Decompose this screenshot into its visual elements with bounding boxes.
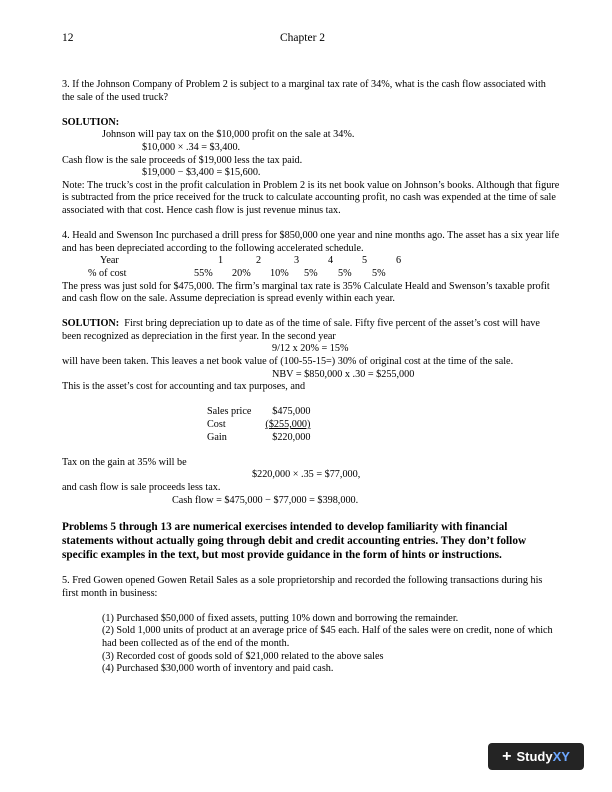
calculation-line: $19,000 − $3,400 = $15,600.	[142, 167, 261, 179]
schedule-year-row	[62, 255, 560, 268]
year-cell: 5	[362, 255, 368, 267]
solution-text: Tax on the gain at 35% will be	[62, 456, 187, 468]
solution-text: This is the asset’s cost for accounting and tax purposes, and	[62, 381, 306, 393]
pct-cell: 20%	[232, 267, 251, 279]
page-body	[62, 79, 560, 676]
pct-cell: 5%	[338, 267, 352, 279]
row-label: Cost	[207, 419, 226, 431]
solution-text: and cash flow is sale proceeds less tax.	[62, 482, 221, 493]
problem-4-text-2: The press was just sold for $475,000. The firm’s marginal tax rate is 35% Calculate Heald and Swenson’s taxable profit and cash flow on the sale. Assume depreciation is spread evenly within each year.	[62, 280, 550, 305]
row-label: Gain	[207, 431, 227, 443]
year-cell: 4	[328, 255, 334, 267]
plus-icon: +	[502, 747, 512, 765]
list-item: (2) Sold 1,000 units of product at an average price of $45 each. Half of the sales were on credit, none of which had been collected as of the end of the month.	[102, 625, 553, 649]
list-item: (1) Purchased $50,000 of fixed assets, putting 10% down and borrowing the remainder.	[102, 612, 459, 624]
row-value: $475,000	[272, 406, 311, 418]
table-row	[207, 406, 310, 419]
note-paragraph: Note: The truck’s cost in the profit calculation in Problem 2 is its net book value on Johnson’s books. Although that figure is subtracted from the price received for the truck to calculate accounting profit, no cash was expended at the time of sale associated with that cost. Hence cash flow is just revenue minus tax.	[62, 179, 560, 216]
logo-text-accent: XY	[552, 749, 570, 764]
year-cell: 2	[256, 255, 262, 267]
list-item: (4) Purchased $30,000 worth of inventory and paid cash.	[102, 663, 334, 675]
table-row	[207, 419, 310, 432]
calculation-line: 9/12 x 20% = 15%	[272, 343, 349, 355]
pct-cell: 10%	[270, 267, 289, 279]
solution-paragraph	[62, 318, 560, 343]
row-label: Sales price	[207, 406, 252, 418]
solution-label: SOLUTION:	[62, 318, 120, 330]
pct-cell: 55%	[194, 267, 213, 279]
problem-4-text: 4. Heald and Swenson Inc purchased a drill press for $850,000 one year and nine months ago. The asset has a six year life and has been depreciated according to the following accelerated schedule.	[62, 230, 560, 254]
table-row	[207, 432, 310, 445]
page-number: 12	[62, 32, 74, 44]
intro-paragraph: Problems 5 through 13 are numerical exercises intended to develop familiarity with financial statements without actually going through debit and credit accounting entries. They don’t follow specific examples in the text, but most provide guidance in the form of hints or instructions.	[62, 520, 527, 562]
year-cell: 6	[396, 255, 402, 267]
pct-cell: 5%	[304, 267, 318, 279]
calculation-line: $220,000 × .35 = $77,000,	[252, 469, 361, 481]
pct-cell: 5%	[372, 267, 386, 279]
year-label: Year	[100, 255, 119, 267]
calculation-line: NBV = $850,000 x .30 = $255,000	[272, 368, 415, 380]
problem-5-text: 5. Fred Gowen opened Gowen Retail Sales as a sole proprietorship and recorded the following transactions during his first month in business:	[62, 574, 543, 599]
gain-table	[207, 406, 310, 444]
solution-text: will have been taken. This leaves a net book value of (100-55-15=) 30% of original cost at the time of the sale.	[62, 356, 514, 368]
list-item: (3) Recorded cost of goods sold of $21,000 related to the above sales	[102, 650, 384, 662]
solution-text: First bring depreciation up to date as of the time of sale. Fifty five percent of the asset’s cost will have been recognized as depreciation in the first year. In the second year	[62, 318, 540, 342]
solution-line: Cash flow is the sale proceeds of $19,000 less the tax paid.	[62, 154, 303, 166]
problem-3-text: 3. If the Johnson Company of Problem 2 is subject to a marginal tax rate of 34%, what is the cash flow associated with the sale of the used truck?	[62, 79, 546, 103]
transaction-list	[62, 613, 560, 676]
chapter-title: Chapter 2	[280, 32, 326, 44]
row-value: ($255,000)	[265, 419, 311, 431]
year-cell: 1	[218, 255, 224, 267]
year-cell: 3	[294, 255, 300, 267]
solution-label: SOLUTION:	[62, 116, 120, 128]
pct-label: % of cost	[88, 267, 127, 279]
row-value: $220,000	[272, 431, 311, 443]
solution-line: Johnson will pay tax on the $10,000 profit on the sale at 34%.	[102, 129, 355, 141]
studyxy-logo	[488, 743, 584, 770]
logo-text: Study	[516, 749, 553, 764]
calculation-line: $10,000 × .34 = $3,400.	[142, 141, 241, 153]
schedule-pct-row	[62, 268, 560, 281]
calculation-line: Cash flow = $475,000 − $77,000 = $398,000.	[172, 494, 359, 506]
